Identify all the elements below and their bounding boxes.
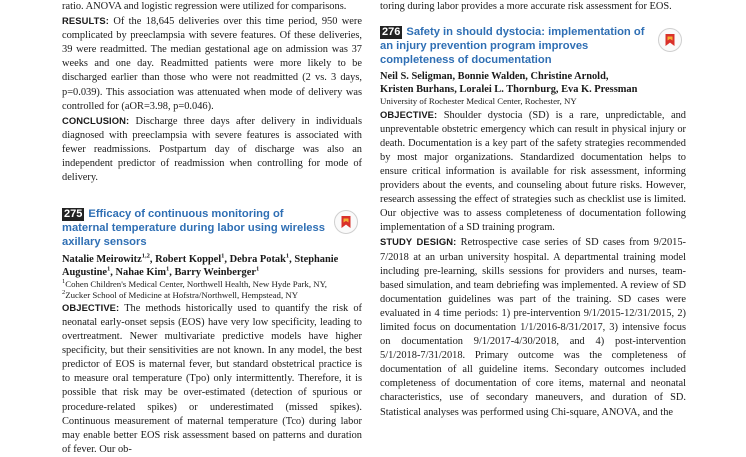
abstract-276-header	[380, 26, 686, 68]
study-design-text: Retrospective case series of SD cases from 9/2015-7/2018 at an urban university hospital. A departmental training model including pre-learning, skills sessions for providers and nurses, team-based simulation, and team debriefing was implemented. A review of SD documentation guidelines was part of the training. SD cases were evaluated in 4 time periods: 1) pre-intervention 9/1/2015-12/31/2015, 2) limited focus on documentation 1/1/2016-8/31/2017, 3) intensive focus on documentation 9/1/2017-4/30/2018, and 4) post-intervention 5/1/2018-7/31/2018. Primary outcome was the completeness of documentation of all guideline items. Secondary outcomes included completeness of documentation of core items, maternal and neonatal characteristics, use of secondary maneuvers, and duration of SD. Statistical analyses was performed using Chi-square, ANOVA, and the	[380, 237, 687, 418]
conclusion-label: CONCLUSION:	[62, 114, 130, 126]
study-design	[380, 235, 686, 419]
affiliation-1: $^1$Cohen Children's Medical Center, Northwell Health, New Hyde Park, NY,	[62, 277, 327, 289]
abstract-number: 276	[382, 26, 401, 39]
author-name: Debra Potak	[229, 253, 286, 265]
author-separator: ,	[110, 266, 116, 278]
bookmark-ribbon-icon[interactable]	[658, 28, 682, 52]
affiliation-2: $^2$Zucker School of Medicine at Hofstra/Northwell, Hempstead, NY	[62, 288, 299, 300]
abstract-275-header	[62, 208, 362, 250]
bookmark-ribbon-icon[interactable]	[334, 210, 358, 234]
author-separator: ,	[169, 266, 175, 278]
abstract-number: 275	[64, 208, 83, 221]
affiliation-list	[62, 279, 362, 301]
objective	[62, 301, 362, 457]
results-label: RESULTS:	[62, 15, 109, 27]
objective-label: OBJECTIVE:	[62, 301, 120, 313]
author-name: Nahae Kim	[115, 266, 167, 278]
prev-conclusion	[62, 114, 362, 185]
study-design-label: STUDY DESIGN:	[380, 236, 457, 248]
author-name: Barry Weinberger	[174, 266, 256, 278]
author-separator: ,	[149, 253, 156, 265]
author-affiliation-mark: 1	[221, 252, 225, 260]
objective-text: The methods historically used to quantify the risk of neonatal early-onset sepsis (EOS) have very low specificity, leading to overtreatment. Newer multivariate predictive models have higher specificity, but their sensitivities are not known. In any model, the best predictor of EOS is maternal fever, but standard obstetrical practice is to measure oral temperature (Tpo) only intermittently. Therefore, it is possible that risk may be over-estimated (detection of spurious or procedure-related spikes) or underestimated (missed spikes). Continuous measurement of maternal temperature (Tco) during labor may enable better EOS risk assessment based on patterns and duration of fever. Our ob-	[62, 302, 362, 455]
author-affiliation-mark: 1,2	[141, 252, 150, 260]
results-text: Of the 18,645 deliveries over this time period, 950 were complicated by preeclampsia with severe features. Of these deliveries, 39 were readmitted. The median gestational age on admission was 37 weeks and one day. Readmitted patients were more likely to be discharged earlier than those who were not readmitted (2 vs. 3 days, p=0.039). This association was attenuated when mode of delivery was controlled for (aOR=3.98, p=0.046).	[62, 16, 362, 112]
author-list	[380, 70, 686, 96]
conclusion-text: Discharge three days after delivery in individuals diagnosed with preeclampsia with severe features is associated with fewer readmissions. Postpartum day of discharge was also an independent predictor of readmission when controlling for mode of delivery.	[62, 115, 362, 184]
author-affiliation-mark: 1	[166, 265, 170, 273]
abstract-276	[380, 26, 686, 420]
author-affiliation-mark: 1	[107, 265, 111, 273]
authors-line-1: Neil S. Seligman, Bonnie Walden, Christine Arnold,	[380, 71, 609, 83]
right-column	[380, 0, 686, 419]
affiliation: University of Rochester Medical Center, Rochester, NY	[380, 96, 577, 107]
author-affiliation-mark: 1	[255, 265, 260, 273]
author-separator: ,	[289, 253, 295, 265]
author-affiliation-mark: 1	[285, 252, 290, 260]
objective-label: OBJECTIVE:	[380, 108, 438, 120]
author-separator: ,	[224, 253, 230, 265]
objective-text: Shoulder dystocia (SD) is a rare, unpredictable, and unpreventable obstetric emergency which can result in physical injury or death. Documentation is a key part of the safety strategies recommended by most major organizations. Standardized documentation helps to ensure critical information is available for risk assessment, informing providers about the events, and counseling about future risks. However, research assessing the effect of strategies such as checklist use is limited. Our objective was to assess completeness of documentation following implementation of a SD training program.	[380, 109, 686, 234]
prev-methods-tail: ratio. ANOVA and logistic regression were utilized for comparisons.	[62, 1, 347, 12]
prev-results	[62, 14, 362, 114]
author-list	[62, 253, 362, 279]
author-name: Natalie Meirowitz	[62, 253, 142, 265]
authors-line-2: Kristen Burhans, Loralei L. Thornburg, Eva K. Pressman	[380, 84, 638, 96]
author-name: Robert Koppel	[155, 253, 222, 265]
abstract-title[interactable]: Efficacy of continuous monitoring of maternal temperature during labor using wireless axillary sensors	[62, 208, 325, 249]
prev-tail: toring during labor provides a more accurate risk assessment for EOS.	[380, 1, 672, 12]
author-name: Stephanie Augustine	[62, 253, 339, 278]
abstract-275	[62, 208, 362, 457]
objective	[380, 108, 686, 236]
abstract-title[interactable]: Safety in should dystocia: implementation of an injury prevention program improves completeness of documentation	[380, 26, 645, 67]
left-column	[62, 0, 362, 455]
